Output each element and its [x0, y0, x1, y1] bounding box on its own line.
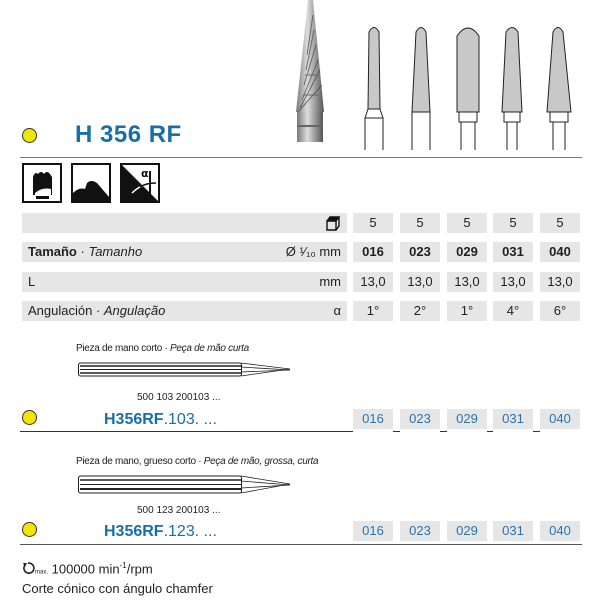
order-code-suffix: .103. ... — [163, 411, 217, 428]
max-speed — [22, 561, 153, 576]
size-value: 040 — [540, 242, 580, 262]
order-code-base: H356RF — [104, 411, 164, 428]
description: Corte cónico con ángulo chamfer — [22, 581, 213, 596]
length-value: 13,0 — [353, 272, 393, 292]
product-title: H 356 RF — [75, 121, 182, 148]
table-row-angle — [22, 301, 582, 321]
length-value: 13,0 — [447, 272, 487, 292]
size-unit: Ø ¹⁄₁₀ mm — [285, 244, 341, 259]
order-size-016[interactable]: 016 — [353, 409, 393, 429]
pack-qty: 5 — [400, 213, 440, 233]
angle-label-cell — [22, 301, 347, 321]
separator: · — [76, 244, 89, 259]
order-code-base: H356RF — [104, 523, 164, 540]
order-size-031[interactable]: 031 — [493, 521, 533, 541]
order-size-023[interactable]: 023 — [400, 409, 440, 429]
size-value: 029 — [447, 242, 487, 262]
divider — [20, 544, 582, 545]
angle-label: Angulación — [28, 303, 93, 318]
size-value: 031 — [493, 242, 533, 262]
angle-value: 4° — [493, 301, 533, 321]
order-code — [104, 411, 217, 429]
pack-label-cell — [22, 213, 347, 233]
rotation-icon — [22, 562, 35, 574]
pack-qty: 5 — [447, 213, 487, 233]
caption-es: Pieza de mano corto — [76, 343, 163, 354]
size-label: Tamaño — [28, 244, 77, 259]
reference-number: 500 123 200103 ... — [137, 505, 221, 516]
divider — [20, 431, 353, 432]
divider — [20, 157, 582, 158]
size-value: 016 — [353, 242, 393, 262]
reference-number: 500 103 200103 ... — [137, 392, 221, 403]
table-row-size — [22, 242, 582, 262]
thick-handpiece-shank-drawing — [78, 475, 293, 495]
separator: · — [162, 343, 171, 354]
separator: · — [92, 303, 104, 318]
handpiece-caption — [76, 456, 318, 467]
angle-alpha-icon — [120, 163, 160, 203]
angle-value: 2° — [400, 301, 440, 321]
bur-photo — [280, 0, 340, 148]
svg-text:α: α — [141, 167, 149, 180]
order-size-031[interactable]: 031 — [493, 409, 533, 429]
size-value: 023 — [400, 242, 440, 262]
speed-exponent: -1 — [119, 561, 127, 570]
handpiece-caption — [76, 343, 249, 354]
short-handpiece-shank-drawing — [78, 362, 293, 378]
separator: · — [195, 456, 204, 467]
pack-qty: 5 — [493, 213, 533, 233]
order-size-040[interactable]: 040 — [540, 409, 580, 429]
divider — [533, 431, 540, 432]
angle-label-pt: Angulação — [103, 303, 166, 318]
size-label-cell — [22, 242, 347, 262]
order-size-040[interactable]: 040 — [540, 521, 580, 541]
length-label: L — [28, 274, 36, 289]
speed-value: 100000 min — [51, 561, 120, 577]
color-code-dot — [22, 410, 37, 425]
max-label: max. — [35, 569, 49, 576]
pack-qty: 5 — [353, 213, 393, 233]
angle-value: 1° — [353, 301, 393, 321]
caption-pt: Peça de mão curta — [170, 343, 249, 354]
order-code — [104, 523, 217, 541]
package-icon — [325, 215, 341, 231]
caption-pt: Peça de mão, grossa, curta — [203, 456, 319, 467]
divider — [487, 431, 493, 432]
head-shape-drawings — [355, 20, 585, 150]
caption-es: Pieza de mano, grueso corto — [76, 456, 196, 467]
length-label-cell — [22, 272, 347, 292]
speed-unit: /rpm — [126, 561, 153, 577]
length-value: 13,0 — [400, 272, 440, 292]
order-size-016[interactable]: 016 — [353, 521, 393, 541]
angle-unit: α — [333, 303, 341, 318]
color-code-dot — [22, 128, 37, 143]
bone-profile-icon — [71, 163, 111, 203]
angle-value: 1° — [447, 301, 487, 321]
divider — [393, 431, 400, 432]
length-value: 13,0 — [493, 272, 533, 292]
angle-value: 6° — [540, 301, 580, 321]
order-size-023[interactable]: 023 — [400, 521, 440, 541]
table-row-length — [22, 272, 582, 292]
pack-qty: 5 — [540, 213, 580, 233]
length-value: 13,0 — [540, 272, 580, 292]
order-code-suffix: .123. ... — [163, 523, 217, 540]
divider — [440, 431, 447, 432]
tooth-crown-icon — [22, 163, 62, 203]
order-size-029[interactable]: 029 — [447, 409, 487, 429]
size-label-pt: Tamanho — [88, 244, 143, 259]
table-row-pack — [22, 213, 582, 233]
color-code-dot — [22, 522, 37, 537]
length-unit: mm — [319, 274, 341, 289]
order-size-029[interactable]: 029 — [447, 521, 487, 541]
